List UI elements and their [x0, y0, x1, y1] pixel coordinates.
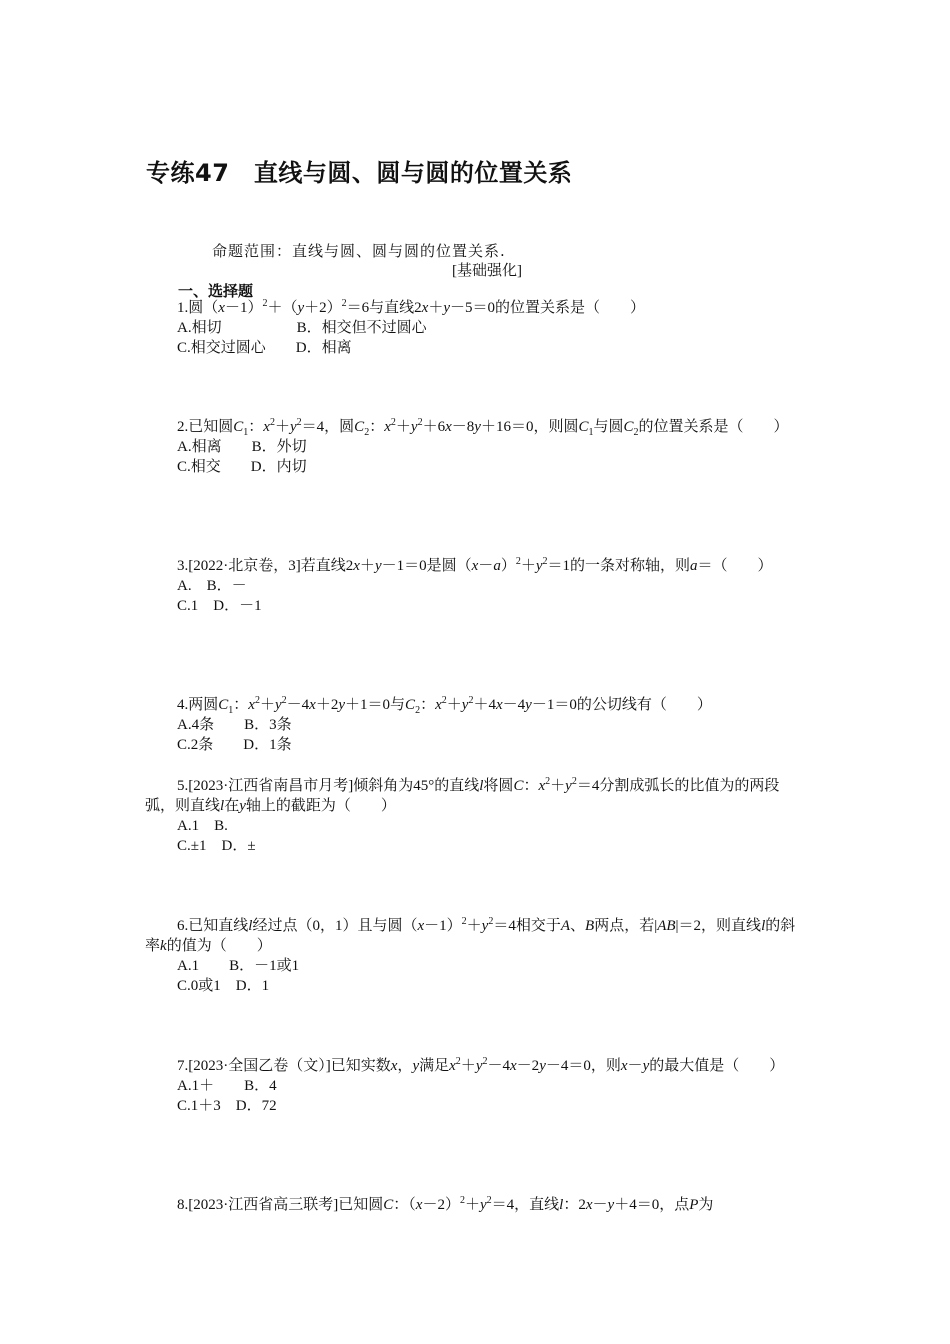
section-heading: 一、选择题 — [178, 282, 254, 300]
question-option: C.±1 D．± — [177, 838, 256, 854]
question-option: C.1＋3 D．72 — [177, 1098, 277, 1114]
question-option: C.相交过圆心 D．相离 — [177, 340, 352, 356]
question-option: C.1 D．－1 — [177, 598, 262, 614]
page-title: 专练47 直线与圆、圆与圆的位置关系 — [146, 159, 573, 187]
question-stem: 6.已知直线l经过点（0，1）且与圆$(x-1)^2+y^2=4$相交于A、B两点，若|AB|＝2，则直线l的斜率k的值为（ ） — [145, 916, 796, 954]
question-6 — [145, 916, 807, 996]
question-7 — [145, 1056, 807, 1116]
question-3 — [145, 556, 807, 616]
question-4 — [145, 695, 807, 755]
question-stem: 7.[2023·全国乙卷（文）]已知实数x，y满足$x^2+y^2-4x-2y-4=0$，则x－y的最大值是（ ） — [177, 1056, 785, 1074]
question-2 — [145, 417, 807, 477]
question-stem: 4.两圆$C_1$：$x^2+y^2-4x+2y+1=0$与$C_2$：$x^2+y^2+4x-4y-1=0$的公切线有（ ） — [177, 695, 712, 716]
question-option: A.1 B．－1或1 — [177, 958, 300, 974]
question-5 — [145, 776, 807, 856]
question-option: A.1＋ B．4 — [177, 1078, 277, 1094]
question-stem: 1.圆$(x-1)^2+(y+2)^2=6$与直线2x＋y－5＝0的位置关系是（ ） — [177, 298, 646, 316]
question-1 — [145, 298, 807, 358]
topic-scope: 命题范围：直线与圆、圆与圆的位置关系. — [212, 242, 506, 260]
question-stem: 5.[2023·江西省南昌市月考]倾斜角为45°的直线l将圆C：$x^2+y^2=4$分割成弧长的比值为的两段弧，则直线l在y轴上的截距为（ ） — [145, 776, 780, 814]
question-option: C.2条 D．1条 — [177, 737, 292, 753]
question-option: A.相切 B．相交但不过圆心 — [177, 320, 427, 336]
question-stem: 3.[2022·北京卷，3]若直线2x＋y－1＝0是圆$(x-a)^2+y^2=1$的一条对称轴，则a＝（ ） — [177, 556, 773, 574]
question-8 — [145, 1195, 807, 1215]
question-option: A. B．－ — [177, 578, 247, 594]
question-stem: 8.[2023·江西省高三联考]已知圆C：$(x-2)^2+y^2=4$，直线l：2x－y＋4＝0，点P为 — [177, 1195, 714, 1213]
question-option: A.4条 B．3条 — [177, 717, 292, 733]
question-option: C.相交 D．内切 — [177, 459, 307, 475]
question-option: A.1 B. — [177, 818, 228, 834]
question-stem: 2.已知圆$C_1$：$x^2+y^2=4$，圆$C_2$：$x^2+y^2+6x-8y+16=0$，则圆$C_1$与圆$C_2$的位置关系是（ ） — [177, 417, 789, 438]
question-option: A.相离 B．外切 — [177, 439, 307, 455]
question-option: C.0或1 D．1 — [177, 978, 270, 994]
section-subtitle: [基础强化] — [452, 263, 522, 279]
